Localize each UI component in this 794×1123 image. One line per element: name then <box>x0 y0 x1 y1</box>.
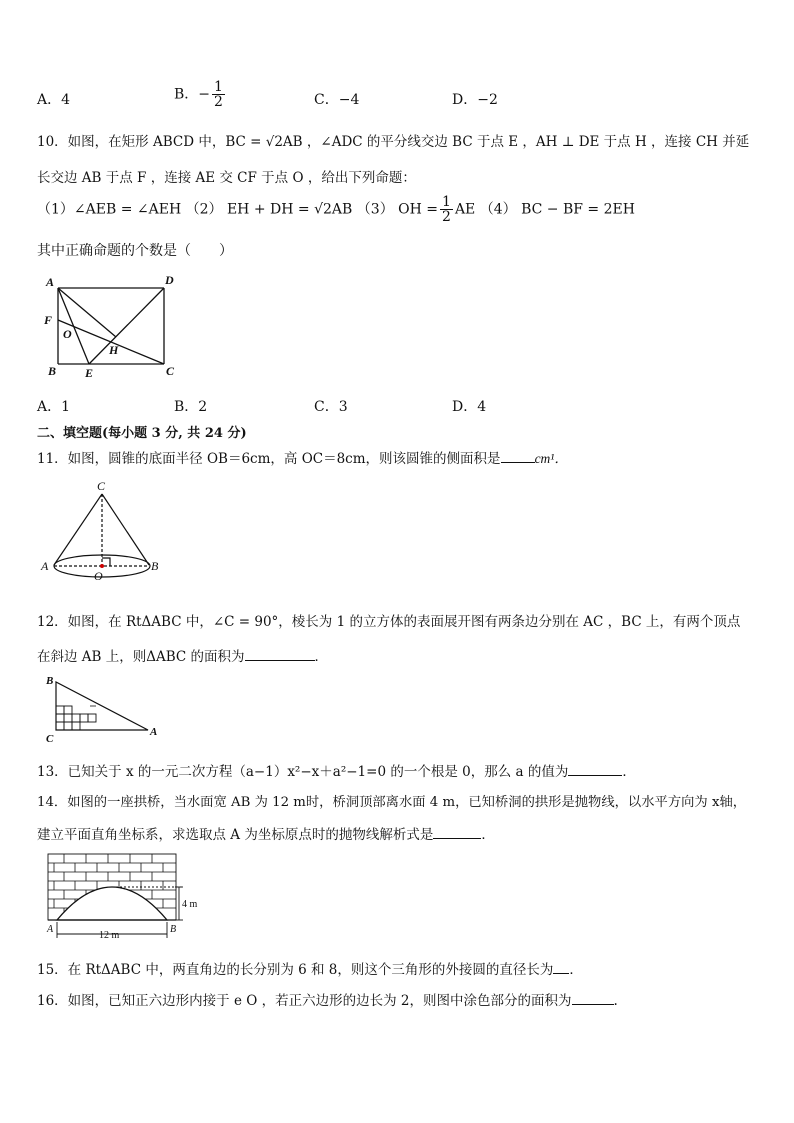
q16-answer-blank[interactable] <box>572 991 614 1005</box>
q9-option-c: C．−4 <box>314 92 360 108</box>
q10-prop-3-den: 2 <box>442 209 451 225</box>
q13-prefix: 13．已知关于 x 的一元二次方程（a−1）x²−x＋a²−1=0 的一个根是 0，那么 a 的值为 <box>37 764 569 780</box>
q10-line2: 长交边 AB 于点 F ，连接 AE 交 CF 于点 O ，给出下列命题： <box>37 170 416 186</box>
q14-bridge-figure <box>40 852 210 948</box>
q12-triangle-figure <box>40 672 170 744</box>
q11-center-point <box>100 564 104 568</box>
q10-prop-1: （1）∠AEB = ∠AEH <box>37 201 182 218</box>
q10-option-a: A．1 <box>37 399 71 415</box>
q11-label-a: A <box>41 559 49 573</box>
q10-label-h: H <box>109 343 119 357</box>
q14-line2 <box>37 823 495 843</box>
q10-propositions <box>37 195 635 224</box>
q15-answer-blank[interactable] <box>553 960 569 974</box>
q10-line1: 10．如图，在矩形 ABCD 中，BC = √2AB ，∠ADC 的平分线交边 BC 于点 E ，AH ⊥ DE 于点 H ，连接 CH 并延 <box>37 134 750 150</box>
q11-label-b: B <box>151 559 159 573</box>
q12-label-b: B <box>46 675 54 687</box>
q14-line2-prefix: 建立平面直角坐标系，求选取点 A 为坐标原点时的抛物线解析式是 <box>37 827 434 843</box>
q10-label-e: E <box>85 366 94 380</box>
q11-slant-left <box>54 494 102 565</box>
q13-text <box>37 760 636 780</box>
q14-label-b: B <box>170 924 177 935</box>
q12-line2-prefix: 在斜边 AB 上，则ΔABC 的面积为 <box>37 649 245 665</box>
q12-line2 <box>37 645 328 665</box>
q10-label-d: D <box>165 273 174 287</box>
q11-label-c: C <box>97 479 106 493</box>
q10-prop-3-num: 1 <box>442 194 451 210</box>
q10-prop-3-suffix: AE <box>454 201 476 218</box>
q10-label-a: A <box>46 275 55 289</box>
q9-option-d: D．−2 <box>452 92 498 108</box>
q10-segment-de <box>89 288 164 364</box>
q9-option-b-prefix: B．− <box>174 86 211 103</box>
q11-cone-figure <box>36 478 166 586</box>
q11-slant-right <box>102 494 149 565</box>
q14-height-label: 4 m <box>182 899 198 910</box>
q10-option-b: B．2 <box>174 399 208 415</box>
q15-prefix: 15．在 RtΔABC 中，两直角边的长分别为 6 和 8，则这个三角形的外接圆的直径长为 <box>37 962 554 978</box>
q10-prop-4: （4） BC − BF = 2EH <box>479 201 635 218</box>
q10-option-d: D．4 <box>452 399 487 415</box>
q9-option-b-num: 1 <box>214 79 223 95</box>
q12-line2-suffix: ． <box>314 649 329 665</box>
q14-width-label: 12 m <box>99 930 120 941</box>
q14-label-a: A <box>47 924 54 935</box>
q13-answer-blank[interactable] <box>568 762 622 776</box>
q14-line1: 14．如图的一座拱桥，当水面宽 AB 为 12 m时，桥洞顶部离水面 4 m，已知桥洞的拱形是抛物线，以水平方向为 x轴， <box>37 795 747 810</box>
q10-label-f: F <box>44 313 53 327</box>
q15-text <box>37 958 583 978</box>
q12-line1: 12．如图，在 RtΔABC 中，∠C = 90°，棱长为 1 的立方体的表面展开图有两条边分别在 AC ，BC 上，有两个顶点 <box>37 614 741 630</box>
q14-line2-suffix: ． <box>481 827 495 843</box>
q10-segment-fc <box>58 320 164 364</box>
q10-rectangle-figure <box>40 270 190 382</box>
q12-label-c: C <box>46 733 54 744</box>
q10-label-b: B <box>48 364 57 378</box>
q10-prop-3-fraction <box>440 195 453 224</box>
q9-option-b-fraction <box>212 80 225 109</box>
q16-prefix: 16．如图，已知正六边形内接于 e O ，若正六边形的边长为 2，则图中涂色部分的面积为 <box>37 993 572 1009</box>
q14-answer-blank[interactable] <box>433 825 481 839</box>
q10-label-o: O <box>63 327 72 341</box>
q10-prop-2: （2） EH + DH = √2AB <box>185 201 353 218</box>
q11-answer-blank[interactable] <box>501 449 535 463</box>
q13-suffix: ． <box>622 764 636 780</box>
q12-label-a: A <box>150 726 158 738</box>
q16-suffix: . <box>613 993 618 1009</box>
q10-question: 其中正确命题的个数是（ ） <box>37 243 233 259</box>
q12-answer-blank[interactable] <box>245 647 315 661</box>
q11-text-prefix: 11．如图，圆锥的底面半径 OB＝6cm，高 OC＝8cm，则该圆锥的侧面积是 <box>37 451 501 467</box>
q10-option-c: C．3 <box>314 399 348 415</box>
q11-text <box>37 447 568 467</box>
q16-text <box>37 989 618 1009</box>
q11-label-o: O <box>94 569 103 583</box>
q9-option-b-den: 2 <box>214 94 223 110</box>
q11-unit: cm¹． <box>534 451 568 466</box>
q10-prop-3-prefix: （3） OH = <box>356 201 439 218</box>
q9-option-a: A．4 <box>37 92 71 108</box>
q9-option-b <box>174 80 227 109</box>
q15-suffix: ． <box>569 962 583 978</box>
section-2-heading: 二、填空题(每小题 3 分, 共 24 分) <box>37 426 247 441</box>
q12-cube-net <box>56 706 96 730</box>
q10-label-c: C <box>166 364 175 378</box>
